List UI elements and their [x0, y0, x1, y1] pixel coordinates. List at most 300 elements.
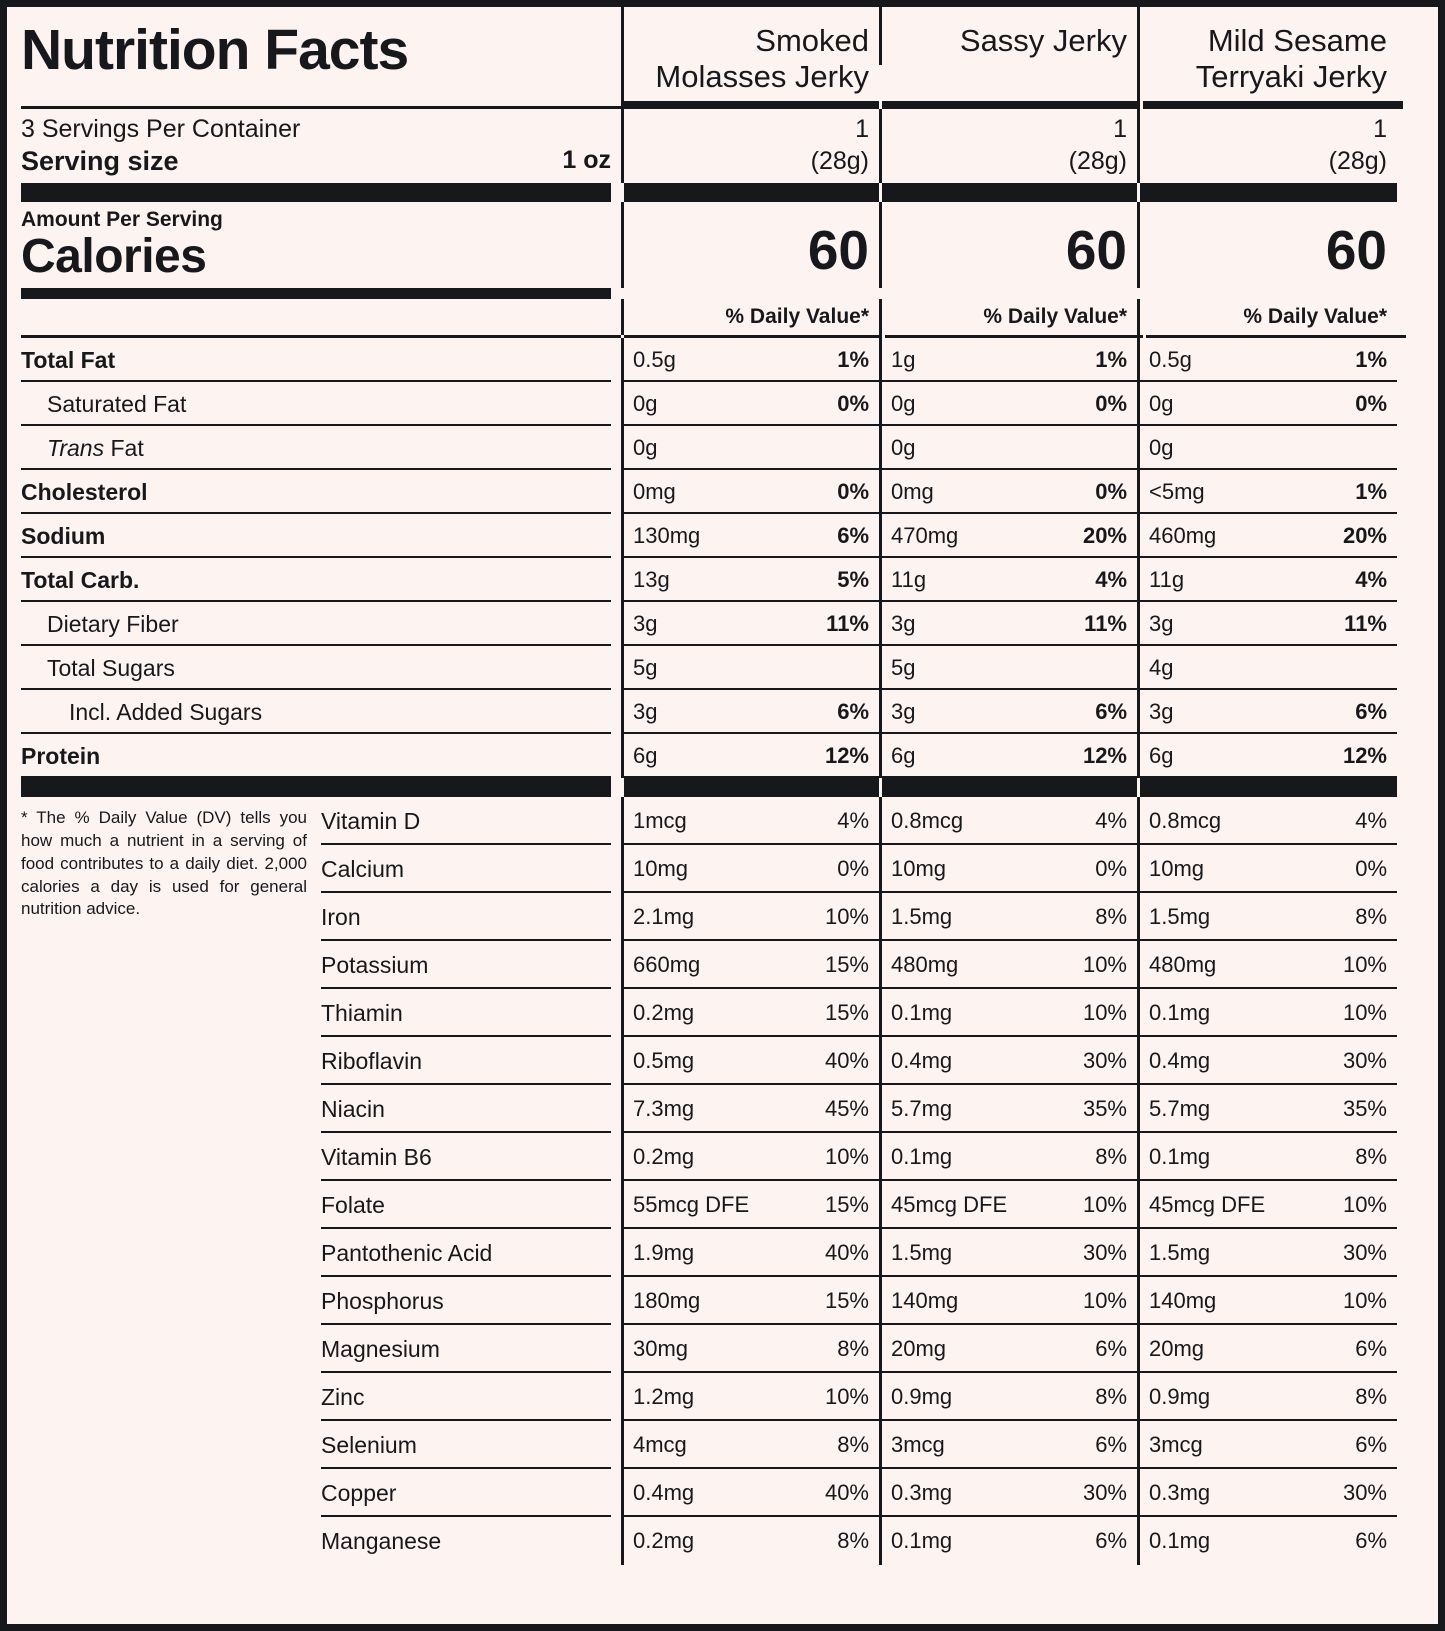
title-cell: [21, 7, 621, 84]
vitamin-amount: 0.4mg: [891, 1048, 953, 1074]
vitamin-value-cell: [1137, 1133, 1397, 1181]
nutrient-amount: 0g: [1149, 435, 1174, 461]
vitamin-amount: 140mg: [1149, 1288, 1217, 1314]
calories-rule: [21, 288, 1424, 299]
serving-weight-1: (28g): [1068, 146, 1127, 175]
calories-rule-col-1: [879, 288, 1137, 299]
vitamin-daily-value: 8%: [1355, 1384, 1387, 1410]
vitamin-amount: 3mcg: [891, 1432, 945, 1458]
header-rule-col-0: [621, 101, 879, 109]
vitamin-value-cell: [1137, 1085, 1397, 1133]
header-rule-col-2: [1143, 101, 1403, 109]
vitamin-label: Pantothenic Acid: [321, 1229, 621, 1277]
nutrient-amount: 470mg: [891, 523, 959, 549]
vitamin-row: [321, 1133, 1424, 1181]
vitamin-amount: 1.5mg: [891, 1240, 953, 1266]
vitamin-daily-value: 10%: [1082, 1000, 1127, 1026]
nutrient-amount: 5g: [891, 655, 916, 681]
nutrient-value-cell: [621, 602, 879, 646]
nutrient-daily-value: 6%: [837, 699, 869, 725]
nutrient-daily-value: 0%: [837, 391, 869, 417]
vitamin-value-cell: [621, 797, 879, 845]
vitamin-amount: 30mg: [633, 1336, 689, 1362]
vitamin-daily-value: 4%: [1355, 808, 1387, 834]
thick-bar-1-col-0: [621, 183, 879, 202]
nutrient-row: [21, 602, 1424, 646]
nutrient-amount: 0g: [891, 435, 916, 461]
nutrient-value-cell: [621, 338, 879, 382]
nutrient-daily-value: 4%: [1355, 567, 1387, 593]
nutrient-value-cell: [879, 470, 1137, 514]
vitamin-label: Folate: [321, 1181, 621, 1229]
vitamin-amount: 0.8mcg: [891, 808, 964, 834]
vitamin-label: Riboflavin: [321, 1037, 621, 1085]
vitamin-value-cell: [879, 1277, 1137, 1325]
nutrient-daily-value: 1%: [1355, 347, 1387, 373]
vitamin-value-cell: [621, 1181, 879, 1229]
serving-count-1: 1: [1113, 114, 1127, 143]
nutrient-amount: 11g: [1149, 567, 1185, 593]
vitamin-daily-value: 30%: [1082, 1240, 1127, 1266]
vitamin-daily-value: 10%: [1082, 1192, 1127, 1218]
vitamin-amount: 0.1mg: [891, 1144, 953, 1170]
nutrient-daily-value: 0%: [837, 479, 869, 505]
vitamin-value-cell: [1137, 1277, 1397, 1325]
vitamin-value-cell: [1137, 1517, 1397, 1565]
thick-bar-2-label: [21, 778, 621, 797]
nutrient-amount: 13g: [633, 567, 670, 593]
nutrient-amount: 130mg: [633, 523, 701, 549]
vitamin-daily-value: 4%: [1095, 808, 1127, 834]
vitamins-section: [21, 797, 1424, 1565]
dv-header-cell-0: [621, 299, 879, 335]
nutrient-amount: 3g: [891, 611, 916, 637]
vitamin-value-cell: [1137, 1037, 1397, 1085]
nutrient-amount: 460mg: [1149, 523, 1217, 549]
vitamin-amount: 45mcg DFE: [891, 1192, 1008, 1218]
vitamin-value-cell: [621, 845, 879, 893]
vitamin-daily-value: 10%: [1342, 1192, 1387, 1218]
vitamin-value-cell: [621, 1229, 879, 1277]
vitamin-value-cell: [879, 797, 1137, 845]
nutrient-label: Total Fat: [21, 338, 621, 382]
vitamin-value-cell: [621, 1469, 879, 1517]
vitamin-row: [321, 1037, 1424, 1085]
nutrient-label: Trans Fat: [21, 426, 621, 470]
vitamin-label: Phosphorus: [321, 1277, 621, 1325]
serving-cell-0: [621, 109, 879, 183]
nutrient-row: [21, 426, 1424, 470]
vitamin-value-cell: [621, 1133, 879, 1181]
vitamin-row: [321, 1373, 1424, 1421]
vitamin-amount: 10mg: [891, 856, 947, 882]
vitamin-daily-value: 8%: [1095, 1144, 1127, 1170]
vitamin-amount: 4mcg: [633, 1432, 687, 1458]
product-name-line1-0: Smoked: [755, 23, 869, 58]
nutrient-value-cell: [621, 690, 879, 734]
nutrient-amount: 0g: [1149, 391, 1174, 417]
vitamin-daily-value: 45%: [824, 1096, 869, 1122]
vitamin-label: Vitamin B6: [321, 1133, 621, 1181]
nutrient-value-cell: [1137, 602, 1397, 646]
vitamin-daily-value: 4%: [837, 808, 869, 834]
vitamin-value-cell: [621, 989, 879, 1037]
vitamin-value-cell: [879, 1325, 1137, 1373]
nutrient-daily-value: 11%: [1344, 611, 1387, 637]
calories-cell-0: [621, 202, 879, 288]
vitamin-value-cell: [879, 989, 1137, 1037]
dv-header-1: % Daily Value*: [983, 305, 1127, 329]
nutrient-amount: 6g: [1149, 743, 1174, 769]
vitamin-daily-value: 6%: [1355, 1432, 1387, 1458]
vitamin-daily-value: 10%: [1342, 1288, 1387, 1314]
nutrient-amount: 6g: [633, 743, 658, 769]
vitamin-label: Calcium: [321, 845, 621, 893]
vitamin-value-cell: [621, 1037, 879, 1085]
nutrient-value-cell: [621, 558, 879, 602]
vitamin-amount: 45mcg DFE: [1149, 1192, 1266, 1218]
vitamin-amount: 1.9mg: [633, 1240, 695, 1266]
nutrient-value-cell: [879, 558, 1137, 602]
serving-size-row: [21, 146, 611, 183]
dv-header-0: % Daily Value*: [725, 305, 869, 329]
nutrient-row: [21, 514, 1424, 558]
vitamin-value-cell: [879, 941, 1137, 989]
vitamin-value-cell: [879, 1229, 1137, 1277]
vitamin-amount: 0.9mg: [1149, 1384, 1211, 1410]
header-rule-col-1: [882, 101, 1140, 109]
vitamin-amount: 0.8mcg: [1149, 808, 1222, 834]
vitamin-value-cell: [621, 893, 879, 941]
nutrient-amount: <5mg: [1149, 479, 1205, 505]
vitamin-amount: 10mg: [633, 856, 689, 882]
vitamin-daily-value: 0%: [1095, 856, 1127, 882]
thick-bar-2-col-2: [1137, 778, 1397, 797]
nutrient-label: Incl. Added Sugars: [21, 690, 621, 734]
vitamin-value-cell: [621, 1517, 879, 1565]
serving-weight-2: (28g): [1328, 146, 1387, 175]
vitamin-daily-value: 35%: [1082, 1096, 1127, 1122]
nutrient-value-cell: [1137, 470, 1397, 514]
vitamin-label: Niacin: [321, 1085, 621, 1133]
serving-cell-2: [1137, 109, 1397, 183]
nutrient-amount: 3g: [891, 699, 916, 725]
nutrient-row: [21, 690, 1424, 734]
thick-bar-1: [21, 183, 1424, 202]
product-name-line2-2: Terryaki Jerky: [1195, 58, 1387, 94]
nutrient-label: Sodium: [21, 514, 621, 558]
nutrient-amount: 0.5g: [633, 347, 676, 373]
vitamin-amount: 20mg: [891, 1336, 947, 1362]
vitamin-amount: 0.1mg: [1149, 1144, 1211, 1170]
vitamin-daily-value: 35%: [1342, 1096, 1387, 1122]
vitamin-daily-value: 0%: [1355, 856, 1387, 882]
nutrient-value-cell: [879, 426, 1137, 470]
vitamin-daily-value: 10%: [1342, 1000, 1387, 1026]
vitamin-amount: 0.4mg: [1149, 1048, 1211, 1074]
product-name-line1-1: Sassy Jerky: [959, 23, 1127, 58]
nutrient-value-cell: [1137, 734, 1397, 778]
servings-per-container: 3 Servings Per Container: [21, 114, 301, 143]
vitamin-value-cell: [1137, 1181, 1397, 1229]
vitamin-value-cell: [1137, 1373, 1397, 1421]
vitamin-daily-value: 10%: [1342, 952, 1387, 978]
calories-row: [21, 202, 1424, 288]
vitamin-row: [321, 1469, 1424, 1517]
vitamin-daily-value: 30%: [1082, 1480, 1127, 1506]
vitamin-value-cell: [879, 1421, 1137, 1469]
nutrient-row: [21, 470, 1424, 514]
vitamin-row: [321, 1277, 1424, 1325]
calories-value-1: 60: [1065, 218, 1127, 281]
vitamin-row: [321, 893, 1424, 941]
vitamin-daily-value: 10%: [824, 1384, 869, 1410]
vitamin-value-cell: [621, 1421, 879, 1469]
nutrient-amount: 0mg: [633, 479, 676, 505]
page-title: Nutrition Facts: [21, 18, 409, 82]
nutrient-amount: 3g: [1149, 699, 1174, 725]
thick-bar-1-label: [21, 183, 621, 202]
vitamin-value-cell: [621, 1373, 879, 1421]
vitamin-daily-value: 8%: [1355, 1144, 1387, 1170]
nutrient-amount: 11g: [891, 567, 927, 593]
nutrient-value-cell: [879, 646, 1137, 690]
calories-value-2: 60: [1325, 218, 1387, 281]
nutrient-amount: 3g: [1149, 611, 1174, 637]
nutrient-daily-value: 11%: [826, 611, 869, 637]
vitamin-amount: 55mcg DFE: [633, 1192, 750, 1218]
vitamin-amount: 0.1mg: [1149, 1000, 1211, 1026]
vitamin-amount: 660mg: [633, 952, 701, 978]
nutrient-amount: 1g: [891, 347, 916, 373]
vitamin-row: [321, 797, 1424, 845]
vitamin-daily-value: 10%: [1082, 1288, 1127, 1314]
nutrient-amount: 3g: [633, 699, 658, 725]
thick-bar-1-col-2: [1137, 183, 1397, 202]
vitamin-value-cell: [879, 1469, 1137, 1517]
vitamin-row: [321, 1085, 1424, 1133]
serving-cell-1: [879, 109, 1137, 183]
vitamin-row: [321, 1229, 1424, 1277]
product-name-line2-0: Molasses Jerky: [655, 58, 869, 94]
nutrient-daily-value: 6%: [837, 523, 869, 549]
nutrient-daily-value: 1%: [1355, 479, 1387, 505]
vitamin-amount: 3mcg: [1149, 1432, 1203, 1458]
vitamin-daily-value: 6%: [1095, 1432, 1127, 1458]
calories-cell-2: [1137, 202, 1397, 288]
calories-cell-1: [879, 202, 1137, 288]
vitamin-value-cell: [1137, 1421, 1397, 1469]
dv-header-spacer: [21, 299, 621, 335]
vitamin-value-cell: [879, 1037, 1137, 1085]
nutrient-label: Total Carb.: [21, 558, 621, 602]
nutrient-row: [21, 382, 1424, 426]
nutrient-daily-value: 11%: [1084, 611, 1127, 637]
vitamin-amount: 0.9mg: [891, 1384, 953, 1410]
nutrient-value-cell: [879, 514, 1137, 558]
vitamin-row: [321, 1325, 1424, 1373]
nutrient-label: Total Sugars: [21, 646, 621, 690]
vitamin-value-cell: [1137, 1469, 1397, 1517]
vitamin-row: [321, 989, 1424, 1037]
vitamin-label: Selenium: [321, 1421, 621, 1469]
thick-bar-2: [21, 778, 1424, 797]
vitamin-value-cell: [879, 1085, 1137, 1133]
nutrient-daily-value: 12%: [1082, 743, 1127, 769]
vitamin-label: Manganese: [321, 1528, 442, 1555]
nutrient-daily-value: 5%: [837, 567, 869, 593]
vitamin-amount: 0.2mg: [633, 1144, 695, 1170]
vitamin-amount: 0.2mg: [633, 1000, 695, 1026]
nutrient-value-cell: [1137, 514, 1397, 558]
header-rule-label: [21, 101, 621, 109]
vitamin-daily-value: 40%: [824, 1480, 869, 1506]
vitamin-label: Iron: [321, 893, 621, 941]
nutrient-value-cell: [1137, 382, 1397, 426]
nutrient-label: Saturated Fat: [21, 382, 621, 426]
nutrient-value-cell: [1137, 690, 1397, 734]
vitamin-value-cell: [1137, 893, 1397, 941]
vitamin-amount: 180mg: [633, 1288, 701, 1314]
vitamin-value-cell: [879, 893, 1137, 941]
vitamin-value-cell: [1137, 989, 1397, 1037]
nutrient-label: Dietary Fiber: [21, 602, 621, 646]
vitamin-value-cell: [1137, 941, 1397, 989]
nutrient-daily-value: 0%: [1355, 391, 1387, 417]
vitamin-amount: 140mg: [891, 1288, 959, 1314]
vitamin-daily-value: 0%: [837, 856, 869, 882]
vitamin-row: [321, 941, 1424, 989]
nutrient-value-cell: [879, 382, 1137, 426]
vitamin-amount: 0.1mg: [891, 1528, 953, 1554]
nutrient-value-cell: [1137, 338, 1397, 382]
nutrient-daily-value: 12%: [1342, 743, 1387, 769]
vitamin-value-cell: [621, 1085, 879, 1133]
nutrient-daily-value: 20%: [1082, 523, 1127, 549]
vitamin-value-cell: [879, 1133, 1137, 1181]
nutrient-row: [21, 646, 1424, 690]
vitamin-label: Potassium: [321, 941, 621, 989]
vitamin-amount: 1.5mg: [1149, 904, 1211, 930]
nutrient-value-cell: [621, 734, 879, 778]
thick-bar-2-col-1: [879, 778, 1137, 797]
vitamin-amount: 0.1mg: [1149, 1528, 1211, 1554]
vitamin-amount: 2.1mg: [633, 904, 695, 930]
vitamin-value-cell: [1137, 1229, 1397, 1277]
nutrient-value-cell: [879, 734, 1137, 778]
vitamin-daily-value: 6%: [1095, 1336, 1127, 1362]
nutrient-amount: 0g: [633, 435, 658, 461]
vitamin-daily-value: 30%: [1082, 1048, 1127, 1074]
nutrient-row: [21, 558, 1424, 602]
vitamin-value-cell: [621, 941, 879, 989]
dv-header-2: % Daily Value*: [1243, 305, 1387, 329]
calories-label: Calories: [21, 229, 207, 283]
dv-header-cell-2: [1137, 299, 1397, 335]
vitamin-label: Copper: [321, 1469, 621, 1517]
vitamin-amount: 0.5mg: [633, 1048, 695, 1074]
vitamin-amount: 1.5mg: [891, 904, 953, 930]
vitamin-row: [321, 1517, 1424, 1565]
vitamin-daily-value: 10%: [1082, 952, 1127, 978]
vitamin-row: [321, 1421, 1424, 1469]
vitamin-value-cell: [879, 1373, 1137, 1421]
calories-rule-col-0: [621, 288, 879, 299]
nutrient-amount: 0g: [891, 391, 916, 417]
calories-rule-col-2: [1137, 288, 1397, 299]
vitamin-daily-value: 8%: [837, 1432, 869, 1458]
nutrient-table: [21, 338, 1424, 778]
vitamin-daily-value: 6%: [1355, 1336, 1387, 1362]
serving-size-value: 1 oz: [562, 145, 611, 174]
vitamin-amount: 0.4mg: [633, 1480, 695, 1506]
header-rule: [21, 101, 1424, 109]
serving-size-label: Serving size: [21, 145, 179, 176]
daily-value-footnote: * The % Daily Value (DV) tells you how much a nutrient in a serving of food contributes to a daily diet. 2,000 calories a day is used for general nutrition advice.: [21, 808, 307, 919]
vitamin-daily-value: 15%: [824, 1288, 869, 1314]
nutrient-daily-value: 12%: [824, 743, 869, 769]
vitamin-daily-value: 8%: [1095, 1384, 1127, 1410]
vitamin-daily-value: 30%: [1342, 1048, 1387, 1074]
vitamin-value-cell: [1137, 845, 1397, 893]
nutrient-daily-value: 0%: [1095, 391, 1127, 417]
vitamin-value-cell: [879, 1517, 1137, 1565]
nutrient-value-cell: [621, 470, 879, 514]
vitamin-value-cell: [879, 845, 1137, 893]
vitamin-label: Vitamin D: [321, 797, 621, 845]
vitamin-amount: 480mg: [1149, 952, 1217, 978]
vitamin-amount: 1mcg: [633, 808, 687, 834]
vitamin-amount: 480mg: [891, 952, 959, 978]
product-name-cell-2: [1137, 7, 1397, 101]
vitamin-amount: 10mg: [1149, 856, 1205, 882]
vitamin-amount: 0.3mg: [891, 1480, 953, 1506]
nutrient-value-cell: [621, 382, 879, 426]
product-name-cell-0: [621, 7, 879, 101]
daily-value-header-row: [21, 299, 1424, 335]
vitamin-daily-value: 40%: [824, 1048, 869, 1074]
nutrient-amount: 0mg: [891, 479, 934, 505]
vitamin-daily-value: 15%: [824, 952, 869, 978]
nutrient-value-cell: [621, 426, 879, 470]
nutrient-row: [21, 734, 1424, 778]
nutrient-daily-value: 6%: [1095, 699, 1127, 725]
vitamin-daily-value: 8%: [837, 1528, 869, 1554]
vitamin-value-cell: [879, 1181, 1137, 1229]
calories-rule-label: [21, 288, 621, 299]
vitamin-amount: 0.2mg: [633, 1528, 695, 1554]
serving-count-2: 1: [1373, 114, 1387, 143]
vitamin-amount: 1.2mg: [633, 1384, 695, 1410]
vitamin-label: Magnesium: [321, 1325, 621, 1373]
serving-count-0: 1: [855, 114, 869, 143]
vitamin-amount: 5.7mg: [891, 1096, 953, 1122]
nutrient-value-cell: [879, 602, 1137, 646]
serving-weight-0: (28g): [810, 146, 869, 175]
vitamin-daily-value: 8%: [1095, 904, 1127, 930]
nutrient-label: Protein: [21, 734, 621, 778]
vitamin-daily-value: 8%: [1355, 904, 1387, 930]
nutrient-value-cell: [879, 690, 1137, 734]
vitamin-daily-value: 15%: [824, 1000, 869, 1026]
nutrient-amount: 4g: [1149, 655, 1174, 681]
nutrient-value-cell: [621, 646, 879, 690]
panel-header: [21, 7, 1424, 101]
nutrient-daily-value: 20%: [1342, 523, 1387, 549]
thick-bar-1-col-1: [879, 183, 1137, 202]
vitamin-amount: 5.7mg: [1149, 1096, 1211, 1122]
vitamin-amount: 0.1mg: [891, 1000, 953, 1026]
